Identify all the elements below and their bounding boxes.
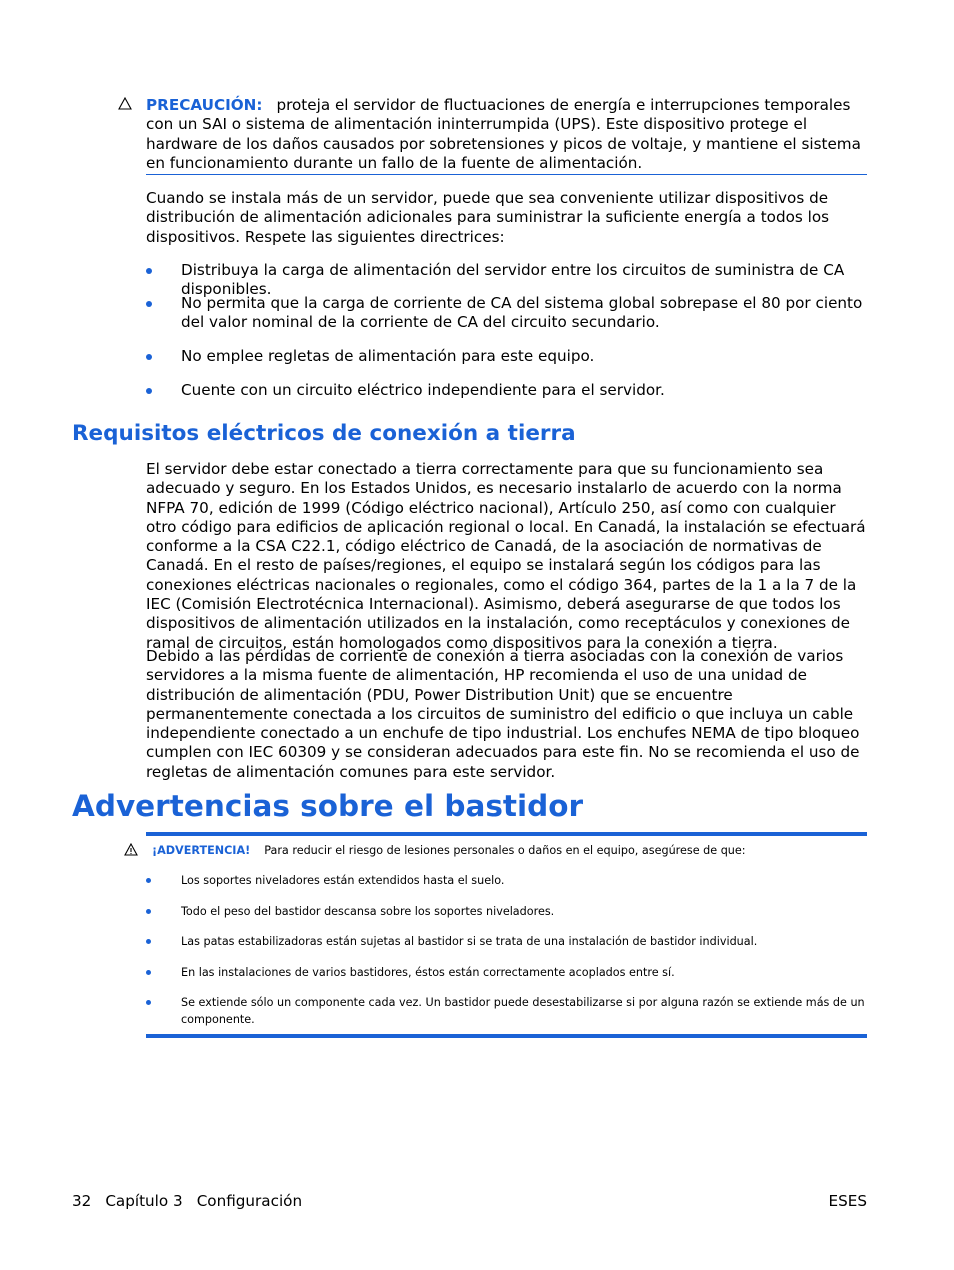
list-item bbox=[146, 347, 869, 366]
warning-note bbox=[152, 843, 867, 860]
caution-divider bbox=[146, 174, 867, 175]
grounding-paragraph-1: El servidor debe estar conectado a tierra correctamente para que su funcionamiento sea adecuado y seguro. En los Estados Unidos, es necesario instalarlo de acuerdo con la norma NFPA 70, edición de 1999 (Código eléctrico nacional), Artículo 250, así como con cualquier otro código para edificios de aplicación regional o local. En Canadá, la instalación se efectuará conforme a la CSA C22.1, código eléctrico de Canadá, de la asociación de normativas de Canadá. En el resto de países/regiones, el equipo se instalará según los códigos para las conexiones eléctricas nacionales o regionales, como el código 364, partes de la 1 a la 7 de la IEC (Comisión Electrotécnica Internacional). Asimismo, deberá asegurarse de que todos los dispositivos de alimentación utilizados en la instalación, como receptáculos y conexiones de ramal de circuitos, están homologados como dispositivos para la conexión a tierra. bbox=[146, 460, 866, 652]
intro-paragraph: Cuando se instala más de un servidor, puede que sea conveniente utilizar dispositivos de distribución de alimentación adicionales para suministrar la suficiente energía a todos los dispositivos. Respete las siguientes directrices: bbox=[146, 189, 830, 246]
list-item bbox=[146, 934, 869, 951]
list-item bbox=[146, 294, 869, 333]
title-divider bbox=[146, 832, 867, 836]
bullet-icon bbox=[146, 878, 151, 883]
list-item-text: Las patas estabilizadoras están sujetas al bastidor si se trata de una instalación de bastidor individual. bbox=[181, 935, 758, 948]
list-item bbox=[146, 904, 869, 921]
list-item bbox=[146, 873, 869, 890]
bullet-icon bbox=[146, 1000, 151, 1005]
caution-note bbox=[146, 96, 867, 173]
list-item bbox=[146, 381, 869, 400]
chapter-title: Configuración bbox=[196, 1192, 303, 1210]
list-item-text: En las instalaciones de varios bastidores, éstos están correctamente acoplados entre sí. bbox=[181, 966, 675, 979]
list-item-text: Distribuya la carga de alimentación del servidor entre los circuitos de suministra de CA disponibles. bbox=[181, 261, 845, 299]
list-item-text: No permita que la carga de corriente de CA del sistema global sobrepase el 80 por ciento del valor nominal de la corriente de CA del circuito secundario. bbox=[181, 294, 863, 332]
bullet-icon bbox=[146, 388, 152, 394]
warning-text: Para reducir el riesgo de lesiones personales o daños en el equipo, asegúrese de que: bbox=[264, 844, 746, 857]
chapter-label: Capítulo 3 bbox=[105, 1192, 183, 1210]
grounding-paragraph-2: Debido a las pérdidas de corriente de conexión a tierra asociadas con la conexión de varios servidores a la misma fuente de alimentación, HP recomienda el uso de una unidad de distribución de alimentación (PDU, Power Distribution Unit) que se encuentre permanentemente conectada a los circuitos de suministro del edificio o que incluya un cable independiente conectado a un enchufe de tipo industrial. Los enchufes NEMA de tipo bloqueo cumplen con IEC 60309 y se consideran adecuados para este fin. No se recomienda el uso de regletas de alimentación comunes para este servidor. bbox=[146, 647, 860, 781]
bullet-icon bbox=[146, 970, 151, 975]
caution-label: PRECAUCIÓN: bbox=[146, 96, 263, 114]
section-heading-grounding: Requisitos eléctricos de conexión a tierra bbox=[72, 421, 576, 446]
list-item-text: Todo el peso del bastidor descansa sobre los soportes niveladores. bbox=[181, 905, 555, 918]
page-title: Advertencias sobre el bastidor bbox=[72, 789, 584, 823]
list-item-text: Se extiende sólo un componente cada vez. Un bastidor puede desestabilizarse si por alguna razón se extiende más de un componente. bbox=[181, 996, 865, 1026]
list-item-text: Los soportes niveladores están extendidos hasta el suelo. bbox=[181, 874, 505, 887]
footer-locale: ESES bbox=[828, 1192, 867, 1210]
list-item bbox=[146, 995, 869, 1028]
bullet-icon bbox=[146, 268, 152, 274]
bullet-icon bbox=[146, 909, 151, 914]
caution-text: proteja el servidor de fluctuaciones de energía e interrupciones temporales con un SAI o sistema de alimentación ininterrumpida (UPS). Este dispositivo protege el hardware de los daños causados por sobretensiones y picos de voltaje, y mantiene el sistema en funcionamiento durante un fallo de la fuente de alimentación. bbox=[146, 96, 861, 172]
caution-triangle-icon bbox=[118, 97, 132, 110]
list-item bbox=[146, 965, 869, 982]
list-item-text: Cuente con un circuito eléctrico independiente para el servidor. bbox=[181, 381, 665, 399]
warning-triangle-icon bbox=[124, 843, 138, 856]
page-number: 32 bbox=[72, 1192, 92, 1210]
list-item-text: No emplee regletas de alimentación para este equipo. bbox=[181, 347, 595, 365]
bullet-icon bbox=[146, 301, 152, 307]
page-footer bbox=[72, 1192, 316, 1210]
warning-divider bbox=[146, 1034, 867, 1038]
bullet-icon bbox=[146, 354, 152, 360]
bullet-icon bbox=[146, 939, 151, 944]
warning-label: ¡ADVERTENCIA! bbox=[152, 844, 251, 857]
